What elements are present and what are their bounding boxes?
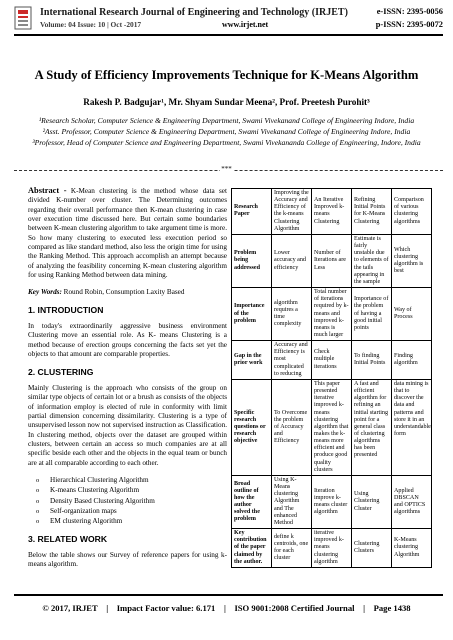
clustering-list xyxy=(28,476,227,527)
row-label: Specific research questions or research objective xyxy=(232,379,272,475)
divider-stars-text: *** xyxy=(221,165,232,173)
related-paragraph: Below the table shows our Survey of reference papers for using k-means algorithm. xyxy=(28,551,227,569)
table-cell: Using K-Means clustering Algorithm and The enhanced Method xyxy=(272,475,312,528)
table-cell: Clustering Clusters xyxy=(352,529,392,568)
table-cell: This paper presented iterative improved k-means clustering algorithm that makes the k-means more efficient and produce good quality clusters xyxy=(312,379,352,475)
abstract xyxy=(28,186,227,280)
table-row xyxy=(232,288,432,341)
table-cell: Total number of iterations required by k-means and improved k-means is much larger xyxy=(312,288,352,341)
table-cell: A fast and efficient algorithm for refining an initial starting point for a general class of clustering algorithms has been presented xyxy=(352,379,392,475)
intro-heading: 1. INTRODUCTION xyxy=(28,304,104,315)
table-cell: algorithm requires a time complexity xyxy=(272,288,312,341)
divider-stars xyxy=(0,165,453,173)
related-heading: 3. RELATED WORK xyxy=(28,533,108,544)
list-item: o EM clustering Algorithm xyxy=(28,517,227,526)
affiliation-1: ¹Research Scholar, Computer Science & Engineering Department, Swami Vivekanand College of Engineering Indore, India xyxy=(38,116,415,125)
list-item: o Hierarchical Clustering Algorithm xyxy=(28,476,227,485)
table-cell: Which clustering algorithm is best xyxy=(392,234,432,287)
paper-authors: Rakesh P. Badgujar¹, Mr. Shyam Sundar Meena², Prof. Preetesh Purohit³ xyxy=(83,97,370,107)
footer-sep: | xyxy=(223,603,226,613)
keywords-label: Key Words: xyxy=(28,288,62,297)
irjet-logo xyxy=(14,6,32,30)
table-cell: Check multiple iterations xyxy=(312,341,352,380)
table-cell: data mining is that to discover the data and patterns and store it in an understandable form xyxy=(392,379,432,475)
table-cell: An Iterative Improved k-means Clustering xyxy=(312,189,352,235)
table-cell: Iteration improve k-means cluster algorithm xyxy=(312,475,352,528)
row-label: Key contribution of the paper claimed by the author. xyxy=(232,529,272,568)
e-issn: e-ISSN: 2395-0056 xyxy=(376,7,443,16)
iso-certification: ISO 9001:2008 Certified Journal xyxy=(234,603,355,613)
table-cell: Finding algorithm xyxy=(392,341,432,380)
affiliation-3: ³Professor, Head of Computer Science and Engineering Department, Swami Vivekananda College of Engineering, Indore, India xyxy=(32,138,421,147)
row-label: Gap in the prior work xyxy=(232,341,272,380)
impact-factor: Impact Factor value: 6.171 xyxy=(116,603,216,613)
footer-sep: | xyxy=(363,603,366,613)
table-cell: Lower accuracy and efficiency xyxy=(272,234,312,287)
intro-paragraph: In today's extraordinarily aggressive business environment Clustering move an essential role. As K- means Clustering is a method because of erection groups concerning the facts set yet the objects to that amount are comparable properties. xyxy=(28,322,227,359)
page-number: Page 1438 xyxy=(373,603,411,613)
row-label: Research Paper xyxy=(232,189,272,235)
table-cell: Comparison of various clustering algorithms xyxy=(392,189,432,235)
row-label: Broad outline of how the author solved the problem xyxy=(232,475,272,528)
table-cell: Refining Initial Points for K-Means Clustering xyxy=(352,189,392,235)
row-label: Importance of the problem xyxy=(232,288,272,341)
keywords xyxy=(28,288,227,297)
table-cell: Estimate is fairly unstable due to elements of the tails appearing in the sample xyxy=(352,234,392,287)
survey-table xyxy=(231,188,432,568)
table-cell: To finding Initial Points xyxy=(352,341,392,380)
table-cell: define k centroids, one for each cluster xyxy=(272,529,312,568)
table-cell: Improving the Accuracy and Efficiency of the k-means Clustering Algorithm xyxy=(272,189,312,235)
list-item: o Density Based Clustering Algorithm xyxy=(28,497,227,506)
table-cell: Way of Process xyxy=(392,288,432,341)
copyright: © 2017, IRJET xyxy=(42,603,98,613)
table-cell: Accuracy and Efficiency is most complicated to reducing xyxy=(272,341,312,380)
p-issn: p-ISSN: 2395-0072 xyxy=(375,20,443,29)
abstract-label: Abstract - xyxy=(28,186,67,195)
table-cell: K-Means clustering Algorithm xyxy=(392,529,432,568)
table-row xyxy=(232,189,432,235)
keywords-text: Round Robin, Consumption Laxity Based xyxy=(61,288,185,297)
page-footer xyxy=(0,603,453,613)
affiliation-2: ²Asst. Professor, Computer Science & Engineering Department, Swami Vivekanand College of Engineering Indore, India xyxy=(42,127,411,136)
footer-sep: | xyxy=(106,603,109,613)
table-row xyxy=(232,341,432,380)
left-column xyxy=(28,186,227,578)
table-cell: Importance of the problem of having a good initial points xyxy=(352,288,392,341)
table-row xyxy=(232,529,432,568)
table-cell: Number of Iterations are Less xyxy=(312,234,352,287)
clustering-paragraph: Mainly Clustering is the approach who consists of the group on similar type objects of certain lot or a brush as consists of the objects of information employ is elected of rule in conformity with limit partial dimension concerning dissimilarity. Clustering is a type of unsupervised lesson now not supervised instruction as Classification. In clustering method, objects over the dataset are grouped within clusters, between certain an access so much companies are at all specific beside each other and the objects in the equal team or bunch are at all comparable according to each other. xyxy=(28,383,227,467)
footer-rule xyxy=(14,594,443,596)
table-cell: iterative improved k-means clustering algorithm xyxy=(312,529,352,568)
table-row xyxy=(232,475,432,528)
row-label: Problem being addressed xyxy=(232,234,272,287)
journal-website[interactable]: www.irjet.net xyxy=(222,20,269,29)
journal-name: International Research Journal of Engineering and Technology (IRJET) xyxy=(40,7,348,18)
table-row xyxy=(232,234,432,287)
list-item: o K-means Clustering Algorithm xyxy=(28,486,227,495)
affiliations xyxy=(30,116,423,149)
table-row xyxy=(232,379,432,475)
clustering-heading: 2. CLUSTERING xyxy=(28,366,94,377)
header-rule xyxy=(14,34,443,36)
paper-title: A Study of Efficiency Improvements Technique for K-Means Algorithm xyxy=(34,68,419,82)
abstract-text: K-Mean clustering is the method whose data set divided K-number over cluster. The Determining outcomes regarding their overall performance then K-mean clustering in case over execution time discussed here. But certain some boundaries between K-mean clustering algorithm to take argument time is more. So how many clustering to executed less execution period so compared as like standard method, also less the origin time for using the Ranking Method. This approach accomplish an attempt because of analyzing the feasibility concerning K-mean clustering algorithm for using Ranking Method between data mining. xyxy=(28,187,227,280)
table-cell: To Overcome the problem of Accuracy and Efficiency xyxy=(272,379,312,475)
table-cell: Applied DBSCAN and OPTICS algorithms xyxy=(392,475,432,528)
table-cell: Using Clustering Cluster xyxy=(352,475,392,528)
journal-header xyxy=(14,6,443,34)
list-item: o Self-organization maps xyxy=(28,507,227,516)
volume-issue: Volume: 04 Issue: 10 | Oct -2017 xyxy=(40,20,142,29)
